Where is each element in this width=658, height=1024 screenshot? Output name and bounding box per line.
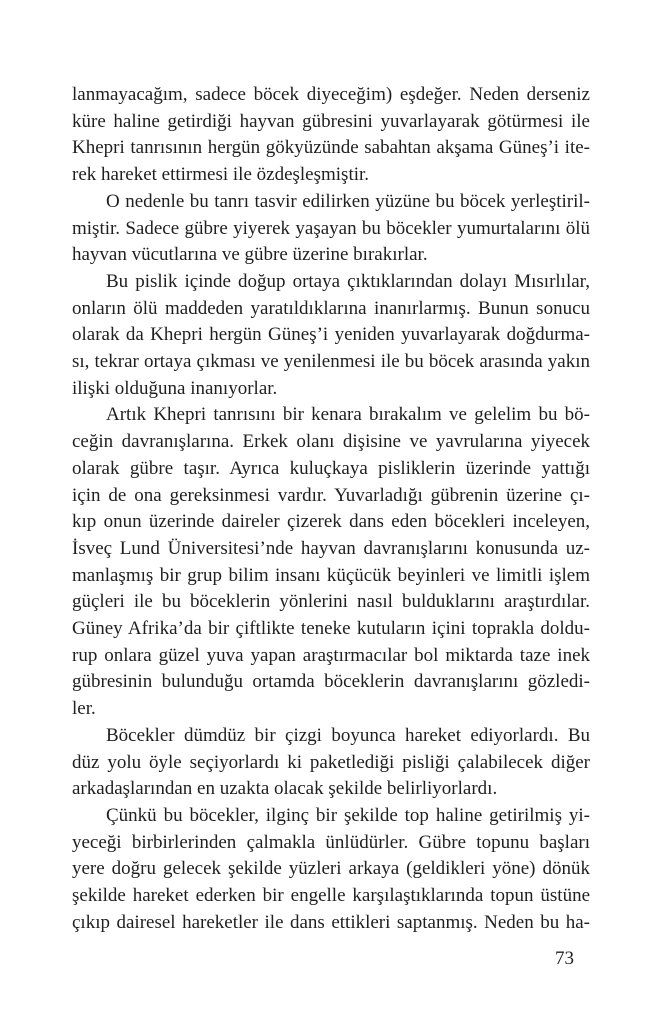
text-line: küre haline getirdiği hayvan gübresini yuvarlayarak götürmesi ile <box>72 110 590 132</box>
page-text <box>72 82 590 937</box>
text-line: Böcekler dümdüz bir çizgi boyunca hareket ediyorlardı. Bu <box>106 724 590 746</box>
text-line: hayvan vücutlarına ve gübre üzerine bırakırlar. <box>72 244 428 266</box>
text-line: düz yolu öyle seçiyorlardı ki paketlediği pisliği çalabilecek diğer <box>72 751 590 773</box>
text-line: olarak da Khepri hergün Güneş’i yeniden yuvarlayarak doğdurma- <box>72 324 590 346</box>
text-line: rek hareket ettirmesi ile özdeşleşmiştir. <box>72 164 370 186</box>
text-line: O nedenle bu tanrı tasvir edilirken yüzüne bu böcek yerleştiril- <box>106 190 590 212</box>
text-line: ilişki olduğuna inanıyorlar. <box>72 377 278 399</box>
text-line: için de ona gereksinmesi vardır. Yuvarladığı gübrenin üzerine çı- <box>72 484 590 506</box>
text-line: ler. <box>72 698 96 720</box>
text-line: Artık Khepri tanrısını bir kenara bırakalım ve gelelim bu bö- <box>106 404 590 426</box>
text-line: olarak gübre taşır. Ayrıca kuluçkaya pisliklerin üzerinde yattığı <box>72 457 590 479</box>
text-line: onların ölü maddeden yaratıldıklarına inanırlarmış. Bunun sonucu <box>72 297 590 319</box>
text-line: arkadaşlarından en uzakta olacak şekilde belirliyorlardı. <box>72 778 498 800</box>
text-line: ceğin davranışlarına. Erkek olanı dişisine ve yavrularına yiyecek <box>72 431 590 453</box>
text-line: Çünkü bu böcekler, ilginç bir şekilde top haline getirilmiş yi- <box>106 804 590 826</box>
text-line: çıkıp dairesel hareketler ile dans ettikleri saptanmış. Neden bu ha- <box>72 911 590 933</box>
text-line: lanmayacağım, sadece böcek diyeceğim) eşdeğer. Neden derseniz <box>72 84 590 105</box>
text-line: gübresinin bulunduğu ortamda böceklerin davranışlarını gözledi- <box>72 671 590 693</box>
page-number: 73 <box>555 948 574 969</box>
text-line: yere doğru gelecek şekilde yüzleri arkaya (geldikleri yöne) dönük <box>72 858 590 880</box>
text-line: yeceği birbirlerinden çalmakla ünlüdürler. Gübre topunu başları <box>72 831 590 853</box>
text-line: miştir. Sadece gübre yiyerek yaşayan bu böcekler yumurtalarını ölü <box>72 217 590 239</box>
text-line: kıp onun üzerinde daireler çizerek dans eden böcekleri inceleyen, <box>72 511 590 533</box>
text-line: şekilde hareket ederken bir engelle karşılaştıklarında topun üstüne <box>72 885 590 907</box>
text-line: sı, tekrar ortaya çıkması ve yenilenmesi ile bu böcek arasında yakın <box>72 351 590 373</box>
text-line: Khepri tanrısının hergün gökyüzünde sabahtan akşama Güneş’i ite- <box>72 137 590 159</box>
text-line: Güney Afrika’da bir çiftlikte teneke kutuların içini toprakla doldu- <box>72 618 590 640</box>
text-line: güçleri ile bu böceklerin yönlerini nasıl bulduklarını araştırdılar. <box>72 591 590 613</box>
text-line: Bu pislik içinde doğup ortaya çıktıklarından dolayı Mısırlılar, <box>106 270 590 292</box>
text-line: manlaşmış bir grup bilim insanı küçücük beyinleri ve limitli işlem <box>72 564 590 586</box>
text-line: rup onlara güzel yuva yapan araştırmacılar bol miktarda taze inek <box>72 644 590 666</box>
text-line: İsveç Lund Üniversitesi’nde hayvan davranışlarını konusunda uz- <box>72 537 590 559</box>
